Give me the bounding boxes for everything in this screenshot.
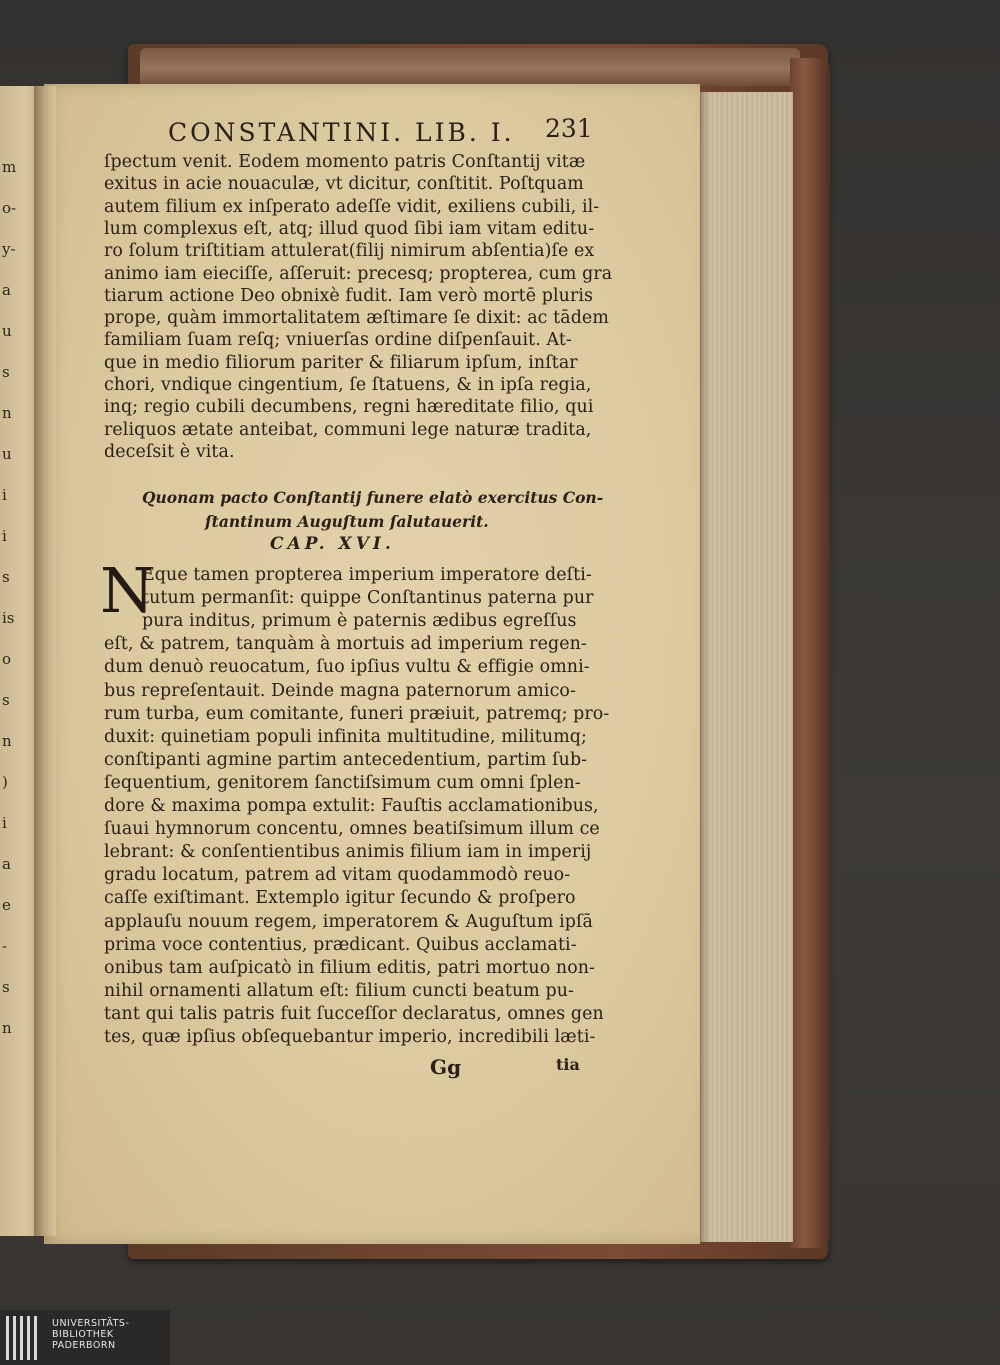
previous-page-fragment: i	[2, 814, 7, 832]
cover-fore-edge	[790, 58, 830, 1248]
library-logo-icon	[6, 1316, 40, 1360]
previous-page-fragment: n	[2, 732, 12, 750]
text-line: ſuaui hymnorum concentu, omnes beatiſsimum illum ce	[104, 819, 600, 840]
text-line: exitus in acie nouaculæ, vt dicitur, conſtitit. Poſtquam	[104, 174, 584, 195]
page-block-edges	[700, 92, 793, 1242]
library-name-line-2: BIBLIOTHEK	[52, 1329, 114, 1340]
text-line: inq; regio cubili decumbens, regni hæreditate filio, qui	[104, 397, 594, 418]
text-line: reliquos ætate anteibat, communi lege naturæ tradita,	[104, 419, 592, 440]
text-line: conſtipanti agmine partim antecedentium, partim ſub-	[104, 749, 588, 770]
previous-page-fragment: i	[2, 527, 7, 545]
page-block-shadow	[700, 92, 710, 1242]
library-logo	[0, 1310, 170, 1365]
text-line: rum turba, eum comitante, funeri præiuit, patremq; pro-	[104, 703, 610, 724]
previous-page-fragment: s	[2, 568, 10, 586]
text-line: bus repreſentauit. Deinde magna paternorum amico-	[104, 680, 576, 701]
text-line: dum denuò reuocatum, ſuo ipſius vultu & effigie omni-	[104, 657, 590, 678]
previous-page-fragment: u	[2, 322, 12, 340]
previous-page-fragment: o-	[2, 199, 17, 217]
text-line: pura inditus, primum è paternis ædibus egreſſus	[142, 611, 577, 632]
previous-page-fragment: n	[2, 404, 12, 422]
text-line: ſpectum venit. Eodem momento patris Conſtantij vitæ	[104, 152, 586, 172]
text-line: applauſu nouum regem, imperatorem & Auguſtum ipſā	[104, 911, 593, 932]
text-line: nihil ornamenti allatum eſt: filium cuncti beatum pu-	[104, 980, 575, 1001]
previous-page-fragment: a	[2, 855, 11, 873]
previous-page-fragment: a	[2, 281, 11, 299]
library-name	[52, 1318, 129, 1351]
previous-page-fragment: m	[2, 158, 17, 176]
previous-page-fragment: )	[2, 773, 8, 791]
page-gutter	[34, 86, 56, 1236]
text-line: caſſe exiſtimant. Extemplo igitur ſecundo & proſpero	[104, 888, 576, 909]
text-line: chori, vndique cingentium, ſe ſtatuens, & in ipſa regia,	[104, 375, 592, 395]
previous-page-fragment: u	[2, 445, 12, 463]
text-line: ſequentium, genitorem ſanctiſsimum cum omni ſplen-	[104, 772, 581, 793]
running-title: CONSTANTINI. LIB. I.	[168, 118, 515, 147]
folio-number: 231	[545, 114, 593, 143]
text-line: tant qui talis patris fuit ſucceſſor declaratus, omnes gen	[104, 1003, 604, 1024]
text-line: eſt, & patrem, tanquàm à mortuis ad imperium regen-	[104, 634, 587, 655]
previous-page-fragment: s	[2, 691, 10, 709]
catchword: tia	[556, 1055, 580, 1074]
text-line: animo iam eieciſſe, aſſeruit: precesq; propterea, cum gra	[104, 263, 613, 284]
text-line: ro ſolum triſtitiam attulerat(filij nimirum abſentia)ſe ex	[104, 241, 595, 262]
text-line: Eque tamen propterea imperium imperatore deſti-	[142, 565, 592, 585]
text-line: dore & maxima pompa extulit: Fauſtis acclamationibus,	[104, 796, 599, 816]
text-line: autem filium ex inſperato adeſſe vidit, exiliens cubili, il-	[104, 196, 600, 217]
previous-page-fragment: n	[2, 1019, 12, 1037]
text-line: familiam ſuam reſq; vniuerſas ordine diſpenſauit. At-	[104, 330, 572, 351]
text-line: que in medio filiorum pariter & filiarum ipſum, inſtar	[104, 352, 578, 373]
previous-page-fragment: i	[2, 486, 7, 504]
text-line: lum complexus eſt, atq; illud quod ſibi iam vitam editu-	[104, 218, 595, 239]
text-line: prima voce contentius, prædicant. Quibus acclamati-	[104, 934, 577, 955]
previous-page-fragment: s	[2, 978, 10, 996]
text-line: gradu locatum, patrem ad vitam quodammodò reuo-	[104, 865, 571, 886]
text-line: lebrant: & conſentientibus animis filium iam in imperij	[104, 842, 592, 863]
text-line: prope, quàm immortalitatem æſtimare ſe dixit: ac tādem	[104, 308, 609, 329]
previous-page-fragment: s	[2, 363, 10, 381]
previous-page-fragment: y-	[2, 240, 16, 258]
previous-page-fragment: is	[2, 609, 15, 627]
chapter-heading-line-2: ſtantinum Auguſtum ſalutauerit.	[205, 512, 489, 531]
text-line: tes, quæ ipſius obſequebantur imperio, incredibili læti-	[104, 1027, 596, 1047]
text-line: tiarum actione Deo obnixè fudit. Iam verò mortē pluris	[104, 285, 594, 306]
chapter-heading-line-1: Quonam pacto Conſtantij funere elatò exercitus Con-	[142, 488, 604, 507]
text-line: duxit: quinetiam populi infinita multitudine, militumq;	[104, 726, 587, 747]
previous-page-fragment: o	[2, 650, 12, 668]
cover-top-edge	[140, 48, 800, 86]
previous-page-fragment: -	[2, 937, 8, 955]
text-line: tutum permanſit: quippe Conſtantinus paterna pur	[142, 588, 594, 609]
library-name-line-1: UNIVERSITÄTS-	[52, 1318, 130, 1329]
text-line: deceſsit è vita.	[104, 441, 235, 462]
signature-mark: Gg	[430, 1055, 462, 1079]
chapter-number: CAP. XVI.	[270, 534, 395, 554]
previous-page-fragment: e	[2, 896, 11, 914]
text-line: onibus tam auſpicatò in filium editis, patri mortuo non-	[104, 957, 596, 978]
drop-initial: N	[100, 554, 155, 627]
library-name-line-3: PADERBORN	[52, 1340, 116, 1351]
